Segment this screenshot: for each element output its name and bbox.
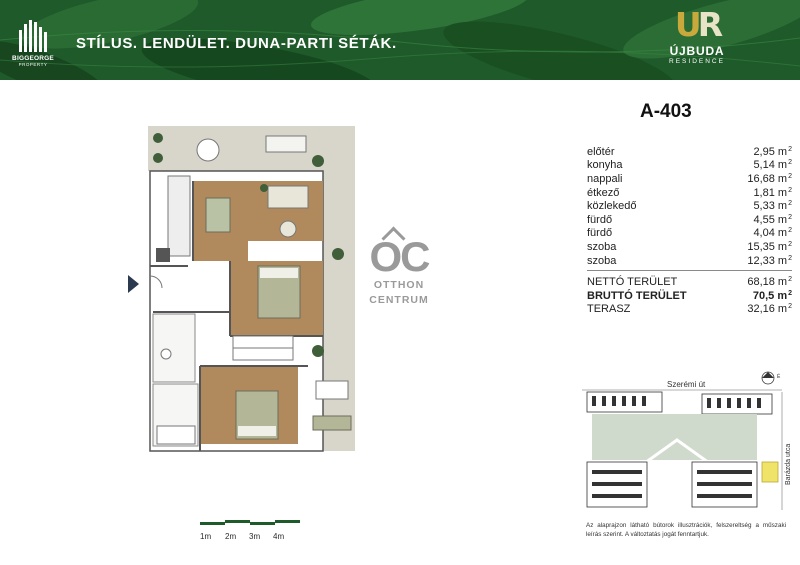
armchair-icon xyxy=(280,221,296,237)
scale-label: 2m xyxy=(225,532,237,541)
room-row: előtér 2,95 $m^2$ xyxy=(587,145,792,158)
scale-label: 1m xyxy=(200,532,212,541)
entrance-arrow-icon xyxy=(128,275,139,293)
room-row: étkező 1,81 $m^2$ xyxy=(587,186,792,199)
site-map xyxy=(582,370,797,520)
divider xyxy=(587,270,792,271)
room-row: konyha 5,14 $m^2$ xyxy=(587,159,792,172)
project-logo xyxy=(651,5,743,65)
room-row: fürdő 4,04 $m^2$ xyxy=(587,227,792,240)
floor-plan xyxy=(148,126,358,456)
street-label-top: Szerémi út xyxy=(667,380,706,389)
toilet-icon xyxy=(161,349,171,359)
bathroom1 xyxy=(153,314,195,382)
wardrobe-icon xyxy=(233,336,293,348)
disclaimer-note: Az alaprajzon látható bútorok illusztrációk, felszereltség a műszaki leírás szerint. A változtatás jogát fenntartjuk. xyxy=(586,522,786,538)
sofa-icon xyxy=(268,186,308,208)
room-row: nappali 16,68 $m^2$ xyxy=(587,172,792,185)
room-row: közlekedő 5,33 $m^2$ xyxy=(587,200,792,213)
header-banner xyxy=(0,0,800,80)
kitchen-counter xyxy=(168,176,190,256)
terrace-lounger-icon xyxy=(316,381,348,399)
unit-code: A-403 xyxy=(640,101,692,122)
tagline: STÍLUS. LENDÜLET. DUNA-PARTI SÉTÁK. xyxy=(76,35,397,52)
scale-bar xyxy=(200,514,310,544)
compass-label: É xyxy=(777,374,781,380)
terrace-bench-icon xyxy=(313,416,351,430)
terrace-sofa-icon xyxy=(266,136,306,152)
room-row: fürdő 4,55 $m^2$ xyxy=(587,213,792,226)
highlighted-unit xyxy=(762,462,778,482)
project-name: ÚJBUDA xyxy=(669,44,725,58)
project-sub: RESIDENCE xyxy=(669,58,725,65)
project-logo-mark: UR xyxy=(674,5,720,44)
room-row: szoba 15,35 $m^2$ xyxy=(587,240,792,253)
building-bars-icon xyxy=(10,20,56,52)
otthon-centrum-watermark xyxy=(360,230,438,308)
developer-sub: PROPERTY xyxy=(18,62,48,67)
gross-area-row: BRUTTÓ TERÜLET 70,5 $m^2$ xyxy=(587,289,792,302)
developer-logo xyxy=(10,20,56,67)
terrace-area-row: TERASZ 32,16 $m^2$ xyxy=(587,303,792,316)
watermark-line2: CENTRUM xyxy=(369,294,429,306)
terrace-top xyxy=(148,126,355,171)
scale-label: 4m xyxy=(273,532,285,541)
scale-label: 3m xyxy=(249,532,261,541)
courtyard xyxy=(592,414,757,460)
bathtub-icon xyxy=(157,426,195,444)
room-area-table xyxy=(587,145,792,316)
watermark-line1: OTTHON xyxy=(373,279,425,291)
dining-table-icon xyxy=(206,198,230,232)
stove-icon xyxy=(156,248,170,262)
watermark-mark: OC xyxy=(369,233,429,280)
street-label-right: Barázda utca xyxy=(785,443,792,485)
room-row: szoba 12,33 $m^2$ xyxy=(587,254,792,267)
scale-bar-graphic xyxy=(200,517,300,527)
developer-name: BIGGEORGE xyxy=(12,55,54,62)
net-area-row: NETTÓ TERÜLET 68,18 $m^2$ xyxy=(587,276,792,289)
terrace-table-icon xyxy=(197,139,219,161)
